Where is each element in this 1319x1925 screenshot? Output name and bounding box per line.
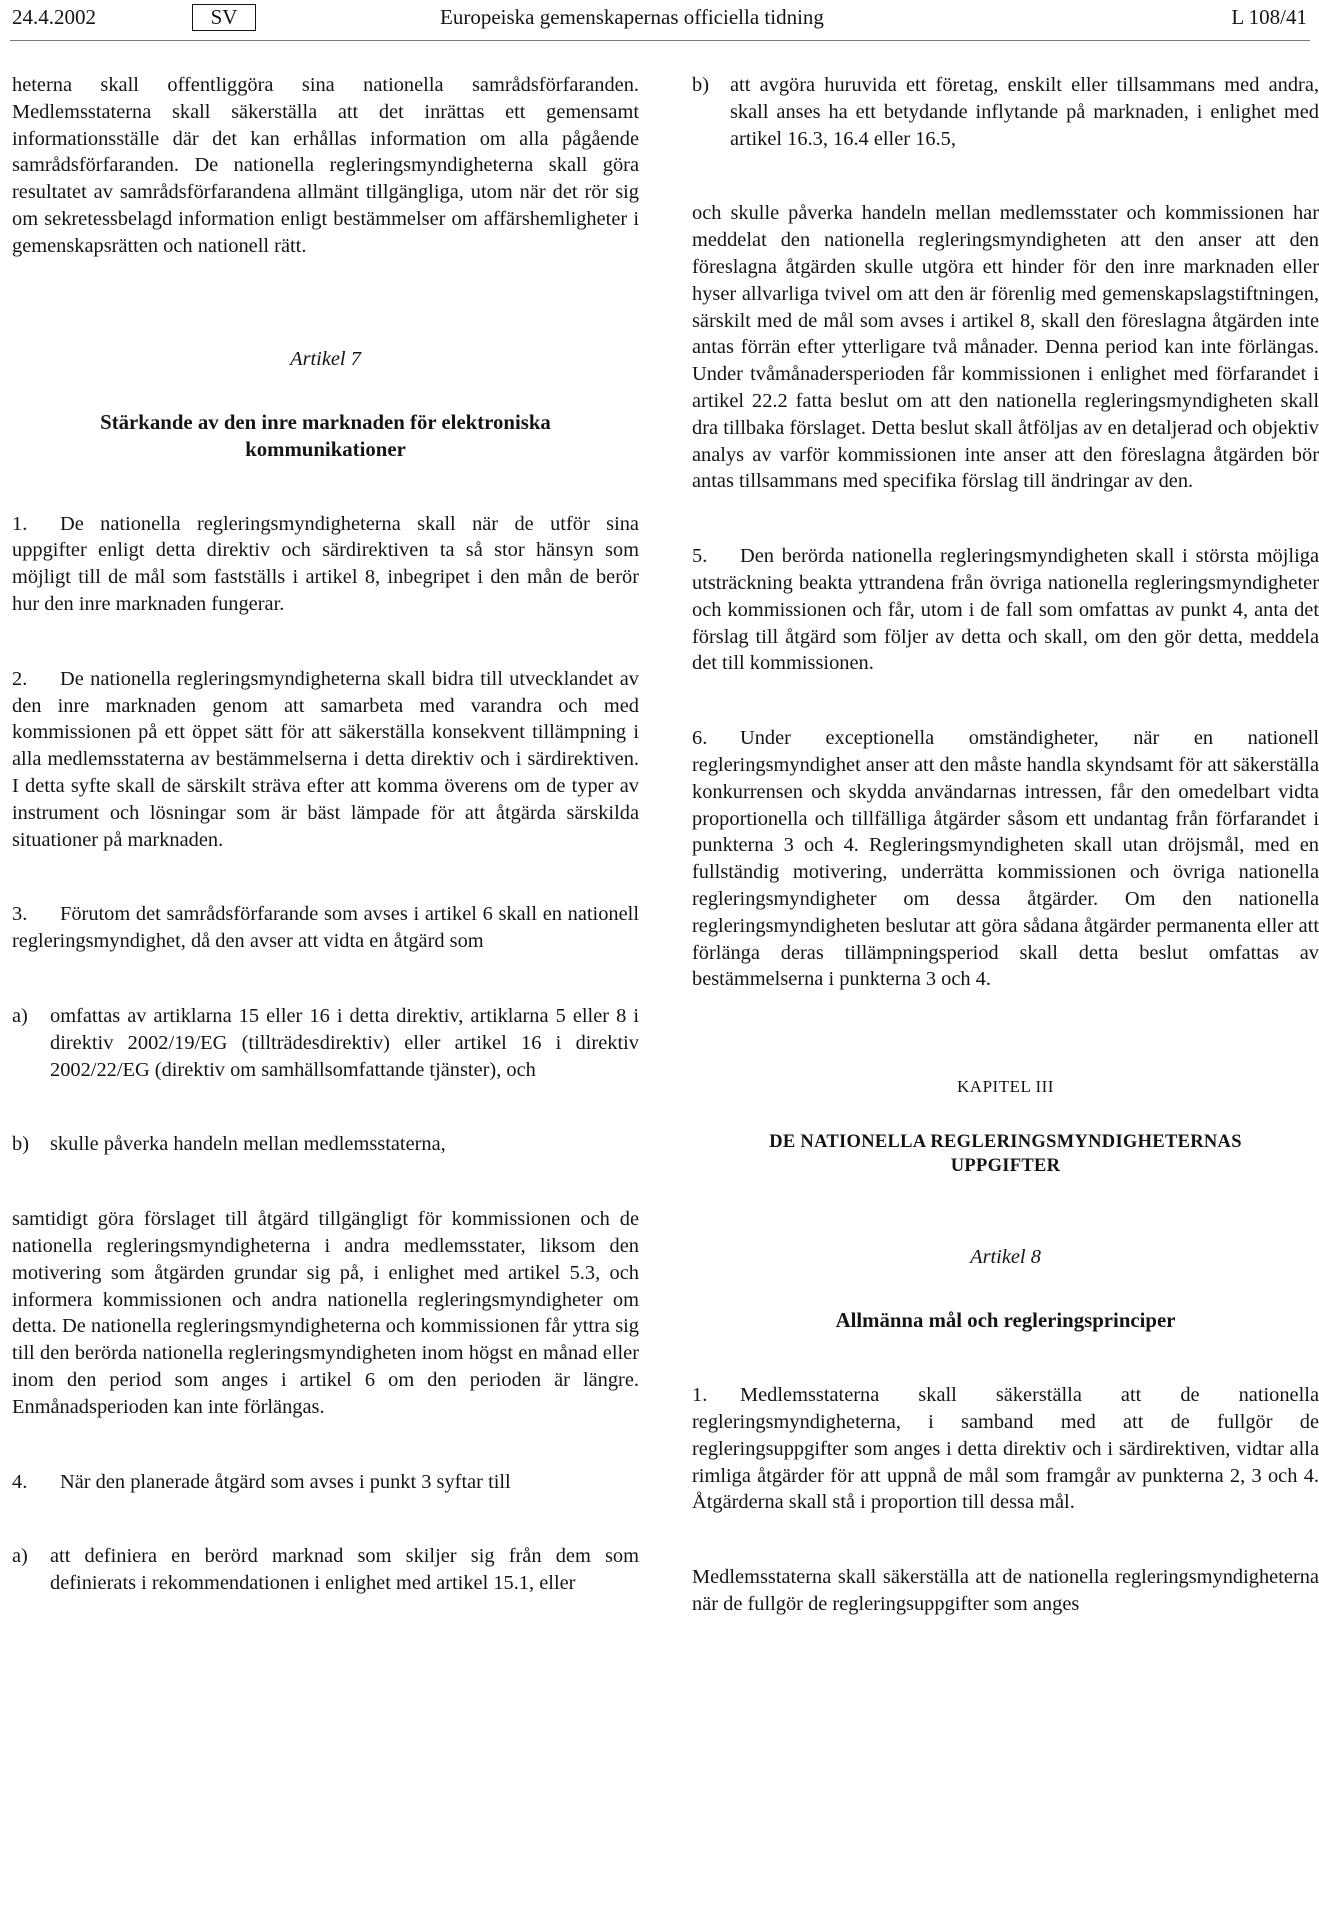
article-7-paragraph-4 xyxy=(12,1469,639,1496)
paragraph-text: Den berörda nationella regleringsmyndigheten skall i största möjliga utsträckning beakta yttrandena från övriga nationella regleringsmyndigheter och kommissionen och får, utom i de fall som omfattas av punkt 4, anta det förslag till åtgärd som följer av detta och skall, om den gör detta, meddela det till kommissionen. xyxy=(692,545,1319,675)
chapter-label: KAPITEL III xyxy=(957,1077,1054,1097)
item-text: omfattas av artiklarna 15 eller 16 i detta direktiv, artiklarna 5 eller 8 i direktiv 2002/19/EG (tillträdesdirektiv) eller artikel 16 i direktiv 2002/22/EG (direktiv om samhällsomfattande tjänster), och xyxy=(50,1004,639,1081)
list-item-4a xyxy=(12,1543,639,1597)
item-text: att definiera en berörd marknad som skiljer sig från dem som definierats i rekommendationen i enlighet med artikel 15.1, eller xyxy=(50,1545,639,1595)
list-item-3b xyxy=(12,1131,639,1158)
paragraph-text: Förutom det samrådsförfarande som avses i artikel 6 skall en nationell regleringsmyndighet, då den avser att vidta en åtgärd som xyxy=(12,903,639,953)
page-header xyxy=(0,0,1319,40)
paragraph-number: 1. xyxy=(12,512,28,535)
article-8-paragraph-1 xyxy=(692,1382,1319,1516)
list-item-3a xyxy=(12,1003,639,1083)
item-marker: b) xyxy=(12,1133,29,1156)
paragraph-number: 4. xyxy=(12,1470,28,1493)
language-badge: SV xyxy=(192,4,256,31)
left-column xyxy=(12,72,639,1597)
paragraph-text: Medlemsstaterna skall säkerställa att de nationella regleringsmyndigheterna, i samband med att de fullgör de regleringsuppgifter som anges i detta direktiv och i särdirektiven, vidtar alla rimliga åtgärder för att uppnå de mål som framgår av punkterna 2, 3 och 4. Åtgärderna skall stå i proportion till dessa mål. xyxy=(692,1384,1319,1514)
item-text: att avgöra huruvida ett företag, enskilt eller tillsammans med andra, skall anses ha ett betydande inflytande på marknaden, i enlighet med artikel 16.3, 16.4 eller 16.5, xyxy=(730,74,1319,150)
article-8-label: Artikel 8 xyxy=(970,1246,1041,1269)
paragraph-number: 6. xyxy=(692,727,708,750)
article-8-title: Allmänna mål och regleringsprinciper xyxy=(835,1309,1176,1333)
article-7-paragraph-1 xyxy=(12,511,639,618)
paragraph-number: 3. xyxy=(12,903,28,926)
item-marker: a) xyxy=(12,1004,28,1027)
paragraph-4-continuation: och skulle påverka handeln mellan medlemsstater och kommissionen har meddelat den nationella regleringsmyndigheten att den anser att den föreslagna åtgärden skulle utgöra ett hinder för den inre marknaden eller hyser allvarliga tvivel om att den är förenlig med gemenskapslagstiftningen, särskilt med de mål som avses i artikel 8, skall den föreslagna åtgärden inte antas förrän efter ytterligare två månader. Denna period kan inte förlängas. Under tvåmånadersperioden får kommissionen i enlighet med förfarandet i artikel 22.2 fatta beslut om att den nationella regleringsmyndigheten skall dra tillbaka förslaget. Detta beslut skall åtföljas av en detaljerad och objektiv analys av varför kommissionen inte anser att den föreslagna åtgärden bör antas tillsammans med specifika förslag till ändringar av den. xyxy=(692,202,1319,493)
article-7-title: Stärkande av den inre marknaden för elektroniska kommunikationer xyxy=(100,410,551,461)
item-marker: b) xyxy=(692,74,709,96)
item-text: skulle påverka handeln mellan medlemsstaterna, xyxy=(50,1133,446,1156)
header-rule xyxy=(10,40,1310,41)
article-7-paragraph-6 xyxy=(692,725,1319,993)
article-7-label: Artikel 7 xyxy=(290,347,361,370)
paragraph-text: Under exceptionella omständigheter, när en nationell regleringsmyndighet anser att den måste handla skyndsamt för att säkerställa konkurrensen och skydda användarnas intressen, får den omedelbart vidta proportionella och tillfälliga åtgärder såsom ett undantag från förfarandet i punkterna 3 och 4. Regleringsmyndigheten skall utan dröjsmål, med en fullständig motivering, underrätta kommissionen och övriga nationella regleringsmyndigheter om dessa åtgärder. Om den nationella regleringsmyndigheten beslutar att göra sådana åtgärder permanenta eller att förlänga deras tillämpningsperiod skall detta beslut omfattas av bestämmelserna i punkterna 3 och 4. xyxy=(692,727,1319,991)
list-item-4b xyxy=(692,72,1319,152)
paragraph-number: 1. xyxy=(692,1384,708,1407)
publication-date: 24.4.2002 xyxy=(12,5,96,29)
chapter-title: DE NATIONELLA REGLERINGSMYNDIGHETERNAS UPPGIFTER xyxy=(769,1132,1242,1177)
right-column xyxy=(692,72,1319,1618)
journal-title: Europeiska gemenskapernas officiella tidning xyxy=(440,5,824,29)
paragraph-text: De nationella regleringsmyndigheterna skall bidra till utvecklandet av den inre marknaden genom att samarbeta med varandra och med kommissionen på ett öppet sätt för att säkerställa konsekvent tillämpning i alla medlemsstaterna av bestämmelserna i detta direktiv och i särdirektiven. I detta syfte skall de särskilt sträva efter att komma överens om de typer av instrument och lösningar som är bäst lämpade för att åtgärda särskilda situationer på marknaden. xyxy=(12,667,639,851)
paragraph-3-continuation: samtidigt göra förslaget till åtgärd tillgängligt för kommissionen och de nationella regleringsmyndigheterna i andra medlemsstater, liksom den motivering som åtgärden grundar sig på, i enlighet med artikel 5.3, och informera kommissionen och andra nationella regleringsmyndigheter om detta. De nationella regleringsmyndigheterna och kommissionen får yttra sig till den berörda nationella regleringsmyndigheten inom högst en månad eller inom den period som anges i artikel 6 om den perioden är längre. Enmånadsperioden kan inte förlängas. xyxy=(12,1208,639,1418)
page-number: L 108/41 xyxy=(1231,5,1307,29)
paragraph-number: 2. xyxy=(12,667,28,690)
article-7-paragraph-2 xyxy=(12,666,639,854)
paragraph-text: När den planerade åtgärd som avses i punkt 3 syftar till xyxy=(60,1470,511,1493)
article-8-paragraph-1-continuation: Medlemsstaterna skall säkerställa att de nationella regleringsmyndigheterna när de fullgör de regleringsuppgifter som anges xyxy=(692,1566,1319,1615)
paragraph-text: De nationella regleringsmyndigheterna skall när de utför sina uppgifter enligt detta direktiv och särdirektiven ta så stor hänsyn som möjligt till de mål som fastställs i artikel 8, inbegripet i den mån de berör hur den inre marknaden fungerar. xyxy=(12,512,639,615)
item-marker: a) xyxy=(12,1545,28,1568)
paragraph-number: 5. xyxy=(692,545,708,568)
intro-paragraph: heterna skall offentliggöra sina nationella samrådsförfaranden. Medlemsstaterna skall säkerställa att det inrättas ett gemensamt informationsställe där det kan erhållas information om alla pågående samrådsförfaranden. De nationella regleringsmyndigheterna skall göra resultatet av samrådsförfarandena allmänt tillgängliga, utom när det rör sig om sekretessbelagd information enligt bestämmelser om affärshemligheter i gemenskapsrätten och nationell rätt. xyxy=(12,74,639,257)
article-7-paragraph-5 xyxy=(692,543,1319,677)
article-7-paragraph-3 xyxy=(12,901,639,955)
